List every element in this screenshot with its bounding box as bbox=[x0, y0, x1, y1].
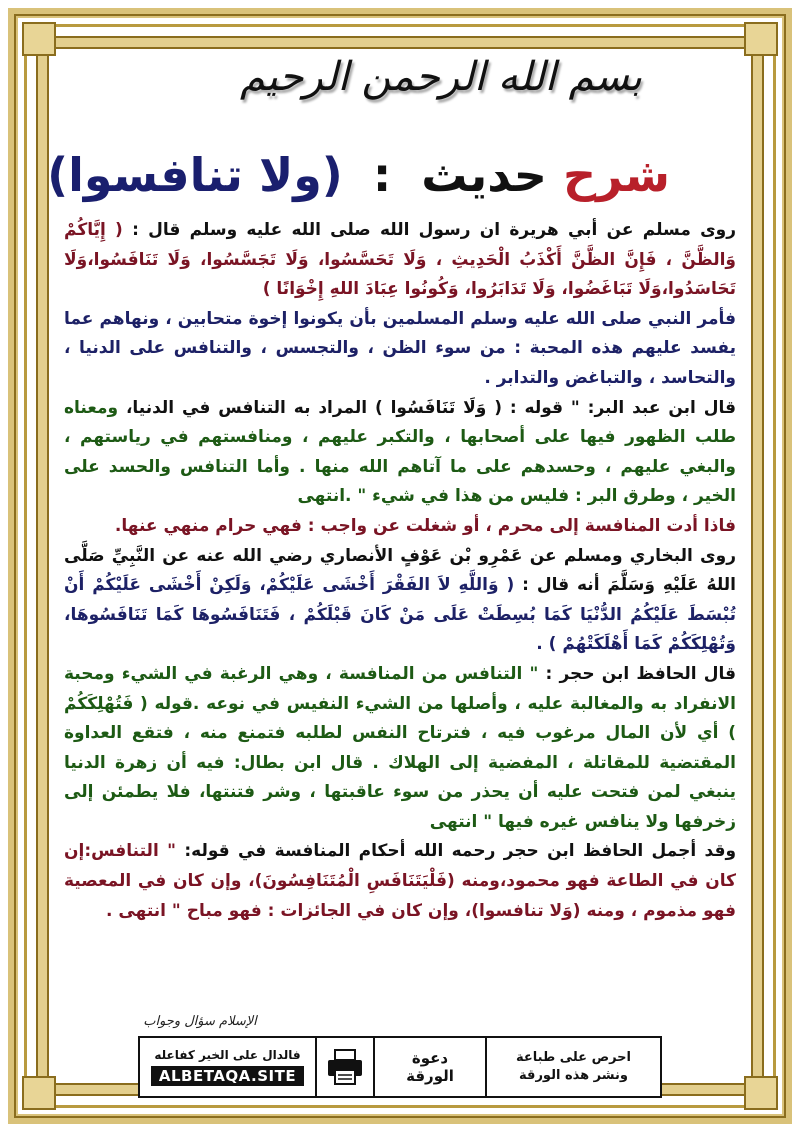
footer-bar bbox=[138, 1036, 662, 1098]
narration-intro: روى مسلم عن أبي هريرة ان رسول الله صلى الله عليه وسلم قال : bbox=[132, 220, 736, 240]
paragraph-7 bbox=[64, 837, 736, 926]
corner-ornament bbox=[22, 22, 56, 56]
paragraph-3 bbox=[64, 394, 736, 512]
article-body bbox=[64, 216, 736, 1016]
site-link[interactable]: ALBETAQA.SITE bbox=[151, 1066, 304, 1086]
ibn-abd-albarr-intro: قال ابن عبد البر: " قوله : ( وَلَا تَنَافَسُوا ) المراد به التنافس في الدنيا، bbox=[125, 397, 736, 418]
footer-print-note bbox=[487, 1038, 660, 1096]
corner-ornament bbox=[22, 1076, 56, 1110]
printer-icon bbox=[317, 1038, 375, 1096]
hadith-quote-1: ( إِيَّاكُمْ وَالظَّنَّ ، فَإِنَّ الظَّنَّ أَكْذَبُ الْحَدِيثِ ، وَلَا تَحَسَّسُوا، وَلَا تَجَسَّسُوا، وَلَا تَنَافَسُوا،وَلَا تَحَاسَدُوا،وَلَا تَبَاغَضُوا، وَلَا تَدَابَرُوا، وَكُونُوا عِبَادَ اللهِ إِخْوَانًا ) bbox=[64, 220, 736, 300]
page-title bbox=[47, 140, 670, 210]
paragraph-6 bbox=[64, 660, 736, 838]
source-credit: الإسلام سؤال وجواب bbox=[143, 1014, 257, 1029]
hadith-quote-2: ( وَاللَّهِ لاَ الفَقْرَ أَخْشَى عَلَيْكُمْ، وَلَكِنْ أَخْشَى عَلَيْكُمْ أَنْ تُبْسَطَ عَلَيْكُمُ الدُّنْيَا كَمَا بُسِطَتْ عَلَى مَنْ كَانَ قَبْلَكُمْ ، فَتَنَافَسُوهَا كَمَا تَنَافَسُوهَا، وَتُهْلِكَكُمْ كَمَا أَهْلَكَتْهُمْ ) . bbox=[64, 575, 736, 655]
ibn-hajar-intro: قال الحافظ ابن حجر : bbox=[545, 663, 736, 684]
paragraph-5 bbox=[64, 542, 736, 660]
title-word-sharh: شرح bbox=[562, 148, 670, 202]
title-word-hadith: حديث bbox=[421, 148, 547, 202]
ibn-abd-albarr-explanation: ومعناه طلب الظهور فيها على أصحابها ، والتكبر عليهم ، ومنافستهم في رياستهم ، والبغي عليهم ، وحسدهم على ما آتاهم الله منها . وأما التنافس والحسد على الخير ، وطرق البر : فليس من هذا في شيء " .انتهى bbox=[64, 397, 736, 507]
rulings-intro: وقد أجمل الحافظ ابن حجر رحمه الله أحكام المنافسة في قوله: bbox=[184, 841, 736, 862]
paragraph-4: فاذا أدت المنافسة إلى محرم ، أو شغلت عن واجب : فهي حرام منهي عنها. bbox=[114, 515, 736, 536]
footer-site-block bbox=[140, 1038, 317, 1096]
rulings-text: " التنافس:إن كان في الطاعة فهو محمود،ومنه (فَلْيَتَنَافَسِ الْمُتَنَافِسُونَ)، وإن كان في المعصية فهو مذموم ، ومنه (وَلا تنافسوا)، وإن كان في الجائزات : فهو مباح " انتهى . bbox=[64, 841, 736, 921]
corner-ornament bbox=[744, 1076, 778, 1110]
basmala-calligraphy: بسم الله الرحمن الرحيم bbox=[240, 54, 643, 100]
print-note-line-1: احرص على طباعة bbox=[516, 1050, 631, 1065]
bukhari-intro: روى البخاري ومسلم عن عَمْرِو بْن عَوْفٍ الأنصاري رضي الله عنه عن النَّبِيِّ صَلَّى اللهُ عَلَيْهِ وَسَلَّمَ أنه قال : bbox=[64, 545, 736, 596]
paragraph-2: فأمر النبي صلى الله عليه وسلم المسلمين بأن يكونوا إخوة متحابين ، ونهاهم عما يفسد عليهم هذه المحبة : من سوء الظن ، والتجسس ، والتنافس على الدنيا ، والتحاسد ، والتباغض والتدابر . bbox=[64, 308, 736, 388]
ibn-hajar-explanation: " التنافس من المنافسة ، وهي الرغبة في الشيء ومحبة الانفراد به والمغالبة عليه ، وأصلها من الشيء النفيس في نوعه .قوله ( فَتُهْلِكَكُمْ ) أي لأن المال مرغوب فيه ، فترتاح النفس لطلبه فتمنع منه ، فتقع العداوة المقتضية للمقاتلة ، المفضية إلى الهلاك . قال ابن بطال: فيه أن زهرة الدنيا ينبغي لمن فتحت عليه أن يحذر من سوء عاقبتها ، وشر فتنتها، فلا يطمئن إلى زخرفها ولا ينافس غيره فيها " انتهى bbox=[64, 663, 736, 832]
corner-ornament bbox=[744, 22, 778, 56]
footer-motto: فالدال على الخير كفاعله bbox=[154, 1048, 301, 1062]
title-hadith-name: (ولا تنافسوا) bbox=[47, 148, 343, 202]
paragraph-1 bbox=[64, 216, 736, 305]
title-separator: : bbox=[372, 148, 392, 202]
dawa-paper-logo: دعوة الورقة bbox=[375, 1038, 487, 1096]
print-note-line-2: ونشر هذه الورقة bbox=[519, 1068, 628, 1083]
